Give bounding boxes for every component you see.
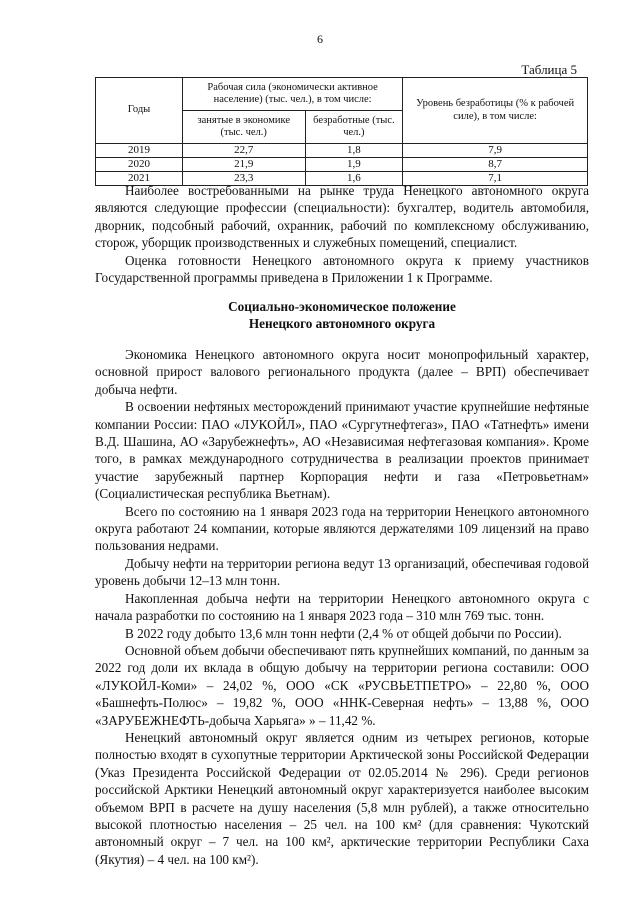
cell-year: 2020 (96, 158, 183, 172)
cell-year: 2019 (96, 144, 183, 158)
section-heading (95, 298, 589, 332)
cell-rate: 7,9 (403, 144, 588, 158)
body-text (95, 346, 589, 868)
intro-text (95, 182, 589, 286)
cell-employed: 21,9 (182, 158, 305, 172)
header-unemployment-rate: Уровень безработицы (% к рабочей силе), в том числе: (403, 78, 588, 144)
workforce-table (95, 77, 588, 186)
heading-line-1: Социально-экономическое положение (228, 299, 456, 314)
cell-employed: 22,7 (182, 144, 305, 158)
paragraph-readiness: Оценка готовности Ненецкого автономного округа к приему участников Государственной программы приведена в Приложении 1 к Программе. (95, 252, 589, 286)
table-row (96, 158, 588, 172)
paragraph-organizations: Добычу нефти на территории региона ведут 13 организаций, обеспечивая годовой уровень добычи 12–13 млн тонн. (95, 555, 589, 589)
table-caption: Таблица 5 (521, 62, 577, 77)
paragraph-2022: В 2022 году добыто 13,6 млн тонн нефти (2,4 % от общей добычи по России). (125, 625, 562, 641)
heading-line-2: Ненецкого автономного округа (248, 316, 436, 331)
cell-year: 2021 (96, 172, 183, 186)
cell-rate: 8,7 (403, 158, 588, 172)
table-row (96, 144, 588, 158)
paragraph-arctic: Ненецкий автономный округ является одним из четырех регионов, которые полностью входят в сухопутные территории Арктической зоны Российской Федерации (Указ Президента Российской Федерации от 02.05.2014 № 296). Среди регионов российской Арктики Ненецкий автономный округ характеризуется наиболее высоким объемом ВРП в расчете на душу населения (5,8 млн рублей), а также относительно высокой плотностью населения – 25 чел. на 100 км² (для сравнения: Чукотский автономный округ – 7 чел. на 100 км², арктические территории Республики Саха (Якутия) – 4 чел. на 100 км²). (95, 729, 589, 867)
cell-unemployed: 1,8 (305, 144, 403, 158)
cell-unemployed: 1,9 (305, 158, 403, 172)
cell-unemployed: 1,6 (305, 172, 403, 186)
header-workforce: Рабочая сила (экономически активное население) (тыс. чел.), в том числе: (182, 78, 402, 111)
paragraph-total: Всего по состоянию на 1 января 2023 года на территории Ненецкого автономного округа работают 24 компании, которые являются держателями 109 лицензий на право пользования недрами. (95, 503, 589, 554)
header-employed: занятые в экономике (тыс. чел.) (182, 111, 305, 144)
paragraph-economy: Экономика Ненецкого автономного округа носит монопрофильный характер, основной прирост валового регионального продукта (далее – ВРП) обеспечивает добыча нефти. (95, 347, 589, 397)
header-unemployed: безработные (тыс. чел.) (305, 111, 403, 144)
page-number: 6 (317, 32, 323, 46)
cell-rate: 7,1 (403, 172, 588, 186)
cell-employed: 23,3 (182, 172, 305, 186)
header-years: Годы (96, 78, 183, 144)
paragraph-companies: В освоении нефтяных месторождений принимают участие крупнейшие нефтяные компании России: ПАО «ЛУКОЙЛ», ПАО «Сургутнефтегаз», ПАО «Татнефть» имени В.Д. Шашина, АО «Зарубежнефть», АО «Независимая нефтегазовая компания». Кроме того, в рамках международного сотрудничества в реализации проектов принимает участие зарубежный партнер Корпорация нефти и газа «Петровьетнам» (Социалистическая республика Вьетнам). (95, 399, 589, 502)
paragraph-demand: Наиболее востребованными на рынке труда Ненецкого автономного округа являются следующие профессии (специальности): бухгалтер, водитель автомобиля, дворник, подсобный рабочий, охранник, рабочий по комплексному обслуживанию, сторож, уборщик производственных и служебных помещений, специалист. (95, 183, 589, 251)
paragraph-accumulated: Накопленная добыча нефти на территории Ненецкого автономного округа с начала разработки по состоянию на 1 января 2023 года – 310 млн 769 тыс. тонн. (95, 590, 589, 624)
paragraph-main-volume: Основной объем добычи обеспечивают пять крупнейших компаний, по данным за 2022 год доли их вклада в общую добычу на территории региона составили: ООО «ЛУКОЙЛ-Коми» – 24,02 %, ООО «СК «РУСВЬЕТПЕТРО» – 22,80 %, ООО «Башнефть-Полюс» – 19,82 %, ООО «ННК-Северная нефть» – 13,88 %, ООО «ЗАРУБЕЖНЕФТЬ-добыча Харьяга» » – 11,42 %. (95, 642, 589, 728)
